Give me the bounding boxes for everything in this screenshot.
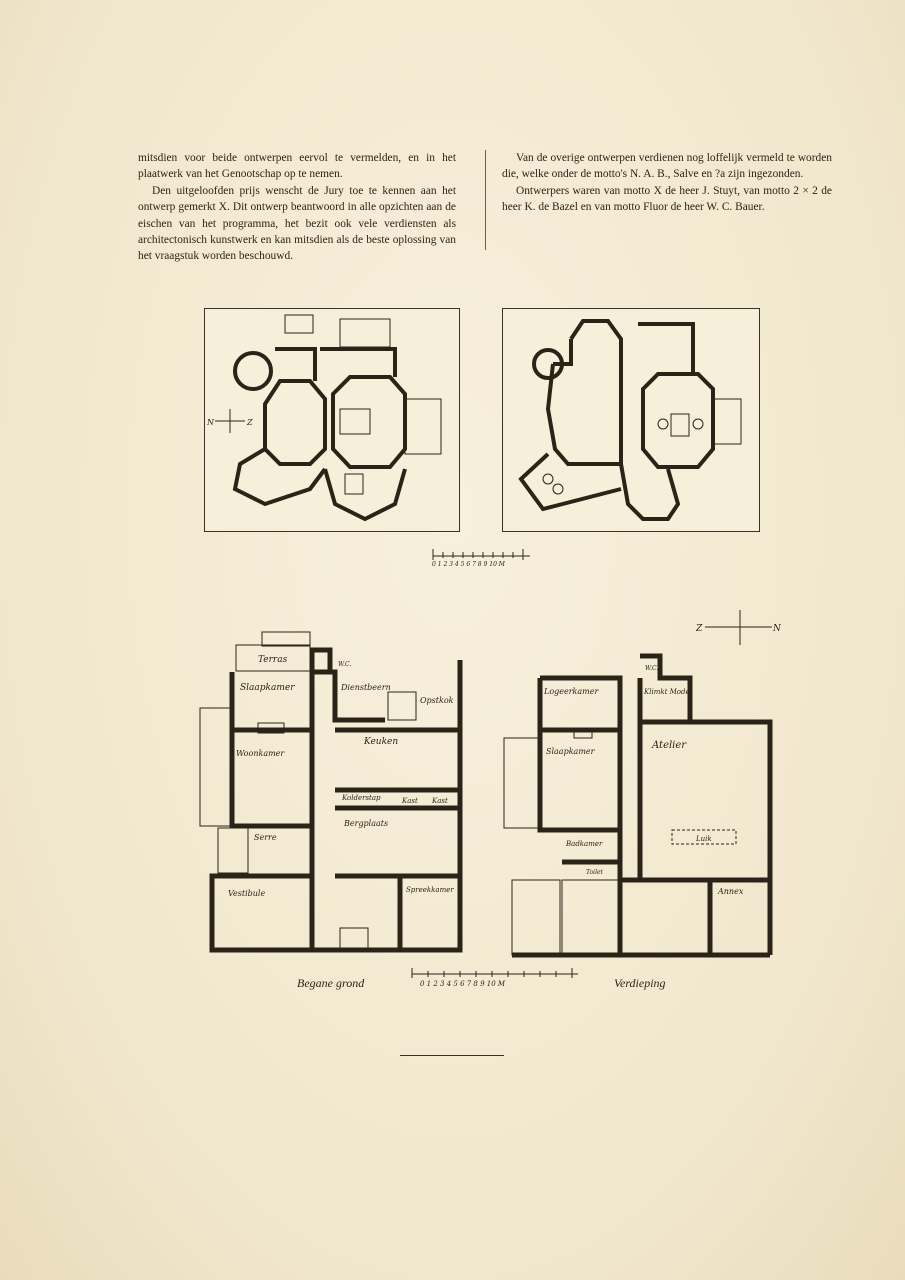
compass-n-label: N [207,418,214,427]
room-label: W.C. [645,665,659,672]
compass-z-label: Z [247,418,253,427]
scale-bar-top-label: 0 1 2 3 4 5 6 7 8 9 10 M [432,561,505,568]
room-label: Luik [696,835,712,843]
upper-floor-caption: Verdieping [614,976,666,990]
text-column-left [138,150,456,265]
paragraph: Den uitgeloofden prijs wenscht de Jury toe te kennen aan het ontwerp gemerkt X. Dit ontwerp beantwoord in alle opzichten aan de eischen van het programma, het bezit ook vele verdiensten als architectonisch kunstwerk en kan mitsdien als de beste oplossing van het vraagstuk worden beschouwd. [138,184,456,263]
room-label: W.C. [338,661,352,668]
room-label: Logeerkamer [544,687,599,696]
compass-n-label: N [773,624,781,634]
compass-bottom [705,610,772,645]
column-divider [485,150,486,250]
compass-z-label: Z [696,624,703,634]
floor-plan-small-b [502,308,760,532]
room-label: Toilet [586,869,603,876]
room-label: Opstkok [420,696,454,705]
paragraph: Van de overige ontwerpen verdienen nog loffelijk vermeld te worden die, welke onder de motto's N. A. B., Salve en ?a zijn ingezonden. [502,152,832,181]
room-label: Kolderstap [342,794,381,802]
room-label: Badkamer [566,840,603,848]
paragraph: mitsdien voor beide ontwerpen eervol te vermelden, en in het plaatwerk van het Genootschap op te nemen. [138,152,456,181]
ground-floor-caption: Begane grond [297,976,365,990]
room-label: Kast [432,797,448,805]
paragraph: Ontwerpers waren van motto X de heer J. Stuyt, van motto 2 × 2 de heer K. de Bazel en van motto Fluor de heer W. C. Bauer. [502,184,832,214]
scale-bar-top [433,549,530,560]
text-column-right [502,150,832,216]
bottom-rule [400,1055,504,1056]
room-label: Terras [258,655,288,665]
room-label: Spreekkamer [406,886,454,894]
floor-plan-small-a [204,308,460,532]
room-label: Vestibule [228,889,266,898]
room-label: Klimkt Model [644,688,692,696]
scale-bar-bottom-label: 0 1 2 3 4 5 6 7 8 9 10 M [420,980,506,988]
plan-drawing [503,309,759,531]
plan-drawing [205,309,459,531]
room-label: Serre [254,833,277,842]
scale-bar-bottom [412,968,578,978]
room-label: Slaapkamer [240,683,295,693]
room-label: Slaapkamer [546,747,595,756]
room-label: Bergplaats [344,819,389,828]
room-label: Kast [402,797,418,805]
upper-floor-plan [504,656,770,955]
ground-floor-plan [200,632,460,950]
room-label: Atelier [652,740,687,751]
room-label: Dienstbeern [341,683,391,692]
room-label: Annex [718,887,744,896]
room-label: Keuken [364,737,399,747]
room-label: Woonkamer [236,749,285,758]
